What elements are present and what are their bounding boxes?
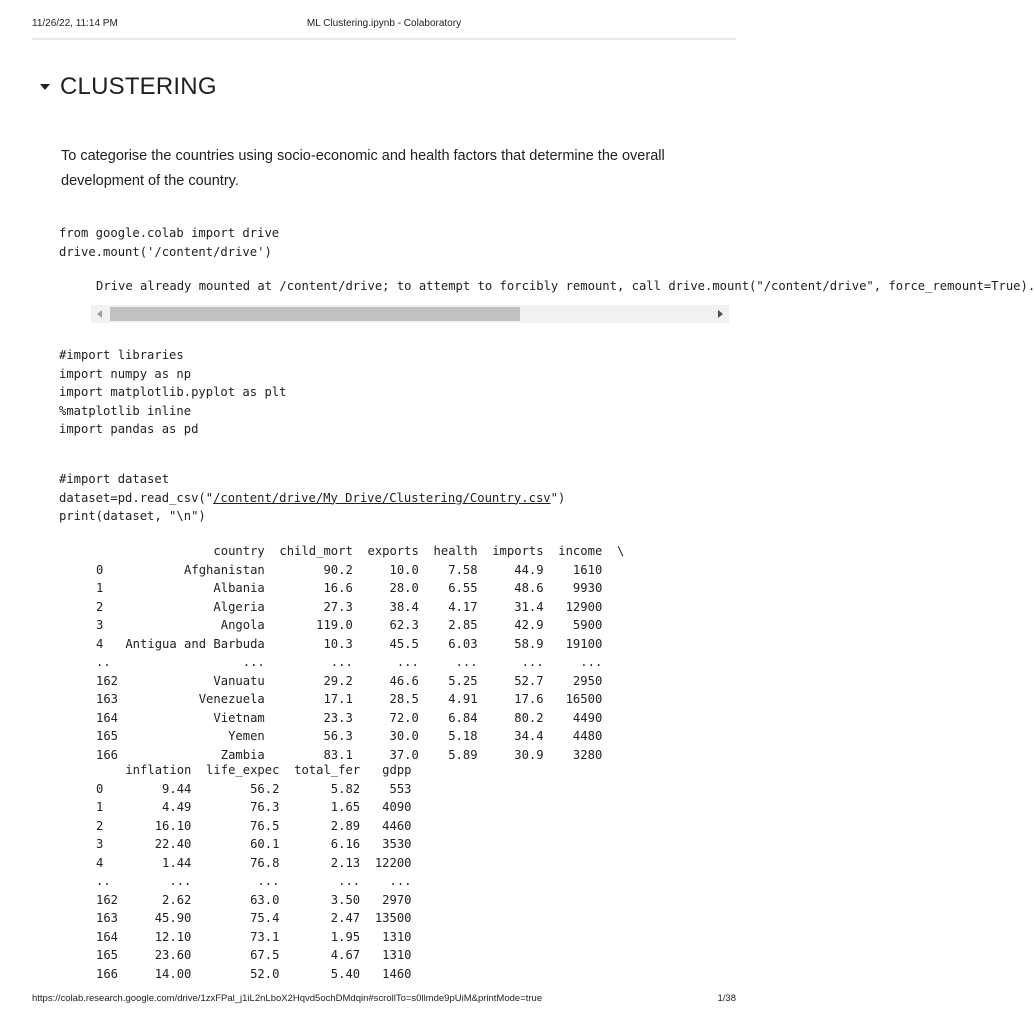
- document-title: ML Clustering.ipynb - Colaboratory: [306, 18, 462, 29]
- scroll-left-icon[interactable]: [97, 310, 102, 318]
- print-header: [32, 18, 736, 32]
- code-line: import pandas as pd: [59, 422, 199, 436]
- code-cell-dataset[interactable]: [59, 470, 565, 526]
- header-divider: [32, 38, 736, 40]
- page-number: 1/38: [717, 993, 736, 1004]
- code-line: drive.mount('/content/drive'): [59, 244, 272, 259]
- table-ellipsis-row: .. ... ... ... ... ... ...: [96, 655, 603, 669]
- table-row: 2 Algeria 27.3 38.4 4.17 31.4 12900: [96, 599, 603, 614]
- print-date: 11/26/22, 11:14 PM: [32, 18, 118, 29]
- table-row: 3 22.40 60.1 6.16 3530: [96, 837, 412, 851]
- table-row: 163 Venezuela 17.1 28.5 4.91 17.6 16500: [96, 692, 603, 706]
- table-row: 165 Yemen 56.3 30.0 5.18 34.4 4480: [96, 729, 603, 743]
- section-description: To categorise the countries using socio-economic and health factors that determine the overall development of the country.: [61, 148, 665, 189]
- code-line: %matplotlib inline: [59, 403, 192, 418]
- collapse-caret-icon[interactable]: [40, 84, 50, 90]
- code-line: from google.colab import drive: [59, 226, 280, 240]
- table-row: 166 14.00 52.0 5.40 1460: [96, 966, 412, 981]
- csv-path-link[interactable]: /content/drive/My Drive/Clustering/Country.csv: [213, 490, 551, 505]
- output-horizontal-scrollbar[interactable]: [91, 305, 729, 323]
- table-row: 4 1.44 76.8 2.13 12200: [96, 855, 412, 870]
- page-url: https://colab.research.google.com/drive/1zxFPal_j1iL2nLboX2Hqvd5ochDMdqin#scrollTo=s0llmde9pUiM&printMode=true: [32, 993, 543, 1004]
- code-line: import numpy as np: [59, 366, 192, 381]
- code-line: #import dataset: [59, 472, 170, 486]
- table-row: 1 Albania 16.6 28.0 6.55 48.6 9930: [96, 581, 603, 595]
- table-row: 0 9.44 56.2 5.82 553: [96, 781, 412, 796]
- table-row: 3 Angola 119.0 62.3 2.85 42.9 5900: [96, 618, 603, 632]
- scroll-right-icon[interactable]: [718, 310, 723, 318]
- table-row: 165 23.60 67.5 4.67 1310: [96, 948, 412, 962]
- table-row: 163 45.90 75.4 2.47 13500: [96, 911, 412, 925]
- table-row: 4 Antigua and Barbuda 10.3 45.5 6.03 58.9 19100: [96, 636, 603, 651]
- cell-output-mount: [96, 277, 1035, 296]
- print-footer: [32, 993, 736, 1007]
- table-row: 1 4.49 76.3 1.65 4090: [96, 800, 412, 814]
- table-row: 0 Afghanistan 90.2 10.0 7.58 44.9 1610: [96, 562, 603, 577]
- scrollbar-thumb[interactable]: [110, 307, 520, 321]
- dataframe-output-part-2: [96, 761, 412, 983]
- table-row: 162 Vanuatu 29.2 46.6 5.25 52.7 2950: [96, 673, 603, 688]
- table-row: 2 16.10 76.5 2.89 4460: [96, 818, 412, 833]
- code-line: print(dataset, "\n"): [59, 509, 206, 523]
- dataframe-output-part-1: [96, 542, 624, 764]
- table-header-row: inflation life_expec total_fer gdpp: [96, 763, 412, 777]
- table-ellipsis-row: .. ... ... ... ...: [96, 874, 412, 888]
- output-text: Drive already mounted at /content/drive; to attempt to forcibly remount, call drive.mount("/content/drive", force_remount=True).: [96, 279, 1035, 293]
- table-row: 162 2.62 63.0 3.50 2970: [96, 892, 412, 907]
- table-row: 166 Zambia 83.1 37.0 5.89 30.9 3280: [96, 747, 603, 762]
- code-line: #import libraries: [59, 348, 184, 362]
- table-row: 164 12.10 73.1 1.95 1310: [96, 929, 412, 944]
- code-cell-imports[interactable]: [59, 346, 286, 439]
- code-line: import matplotlib.pyplot as plt: [59, 385, 287, 399]
- code-line-suffix: "): [550, 490, 566, 505]
- code-cell-mount-drive[interactable]: [59, 224, 279, 261]
- section-title: CLUSTERING: [60, 73, 217, 100]
- code-line-prefix: dataset=pd.read_csv(": [59, 490, 214, 505]
- table-row: 164 Vietnam 23.3 72.0 6.84 80.2 4490: [96, 710, 603, 725]
- table-header-row: country child_mort exports health imports income \: [96, 544, 625, 558]
- section-header[interactable]: [36, 70, 217, 104]
